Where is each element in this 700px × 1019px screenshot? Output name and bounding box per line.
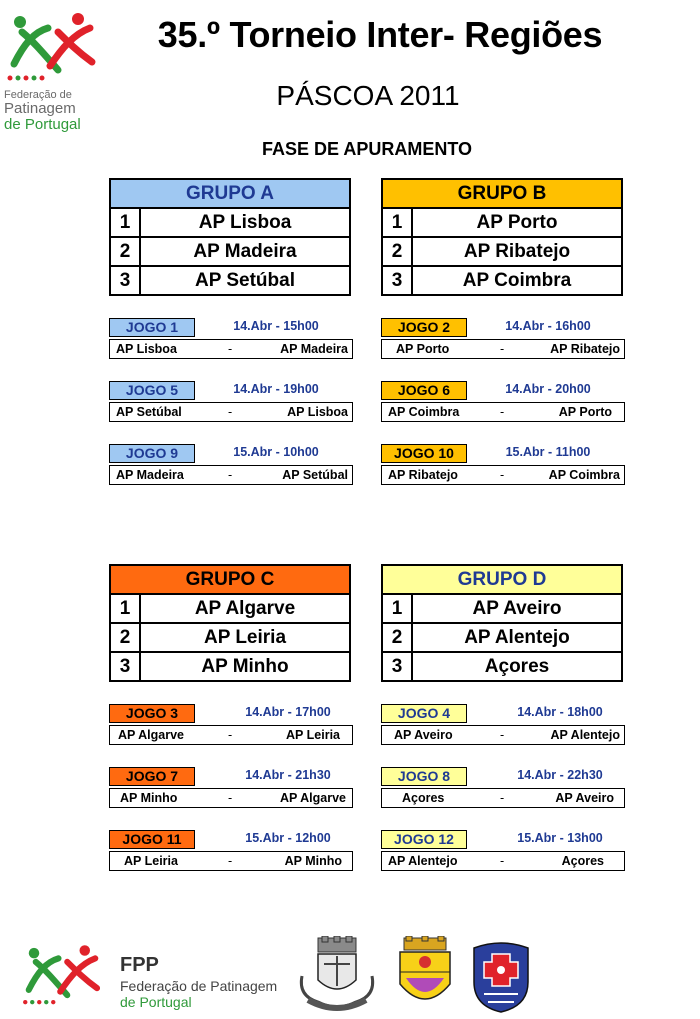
team-number: 2 (383, 238, 413, 265)
team-name: AP Aveiro (472, 598, 562, 619)
group-header: GRUPO B (383, 180, 621, 209)
team-name: Açores (484, 656, 550, 677)
game-matchup (381, 788, 625, 808)
game-date: 15.Abr - 11h00 (505, 445, 591, 459)
versus-dash: - (228, 342, 233, 356)
skaters-icon (20, 942, 104, 1008)
game-date: 15.Abr - 13h00 (517, 831, 603, 845)
team-name: AP Setúbal (195, 270, 295, 291)
group-header: GRUPO D (383, 566, 621, 595)
versus-dash: - (500, 854, 505, 868)
group-row (111, 653, 349, 680)
game-label: JOGO 2 (381, 318, 467, 337)
team-name: AP Coimbra (462, 270, 572, 291)
game-4 (381, 704, 625, 746)
game-date: 14.Abr - 18h00 (517, 705, 603, 719)
game-5 (109, 381, 353, 423)
away-team: AP Minho (284, 854, 342, 868)
away-team: AP Leiria (286, 728, 340, 742)
away-team: Açores (561, 854, 604, 868)
team-number: 3 (383, 653, 413, 680)
game-label: JOGO 1 (109, 318, 195, 337)
team-number: 1 (111, 595, 141, 622)
group-row (383, 624, 621, 653)
home-team: AP Aveiro (394, 728, 453, 742)
away-team: AP Alentejo (550, 728, 620, 742)
home-team: AP Lisboa (116, 342, 177, 356)
versus-dash: - (500, 342, 505, 356)
game-11 (109, 830, 353, 872)
top-logo-line3: de Portugal (4, 116, 81, 133)
game-matchup (109, 725, 353, 745)
team-name: AP Minho (201, 656, 289, 677)
game-matchup (109, 788, 353, 808)
game-label: JOGO 3 (109, 704, 195, 723)
team-number: 3 (383, 267, 413, 294)
home-team: AP Ribatejo (388, 468, 458, 482)
page-title: 35.º Torneio Inter- Regiões (157, 14, 603, 55)
game-date: 14.Abr - 17h00 (245, 705, 331, 719)
game-date: 15.Abr - 10h00 (233, 445, 319, 459)
group-row (383, 238, 621, 267)
municipal-crest-icon (294, 936, 380, 1014)
team-number: 2 (111, 624, 141, 651)
home-team: AP Madeira (116, 468, 184, 482)
versus-dash: - (500, 468, 505, 482)
team-number: 2 (383, 624, 413, 651)
game-date: 15.Abr - 12h00 (245, 831, 331, 845)
game-matchup (109, 339, 353, 359)
versus-dash: - (228, 728, 233, 742)
game-label: JOGO 10 (381, 444, 467, 463)
game-3 (109, 704, 353, 746)
versus-dash: - (228, 854, 233, 868)
game-date: 14.Abr - 19h00 (233, 382, 319, 396)
versus-dash: - (500, 405, 505, 419)
home-team: Açores (402, 791, 445, 805)
game-label: JOGO 4 (381, 704, 467, 723)
game-matchup (381, 465, 625, 485)
page-subtitle: PÁSCOA 2011 (276, 80, 460, 111)
group-row (111, 595, 349, 624)
group-header: GRUPO A (111, 180, 349, 209)
game-label: JOGO 7 (109, 767, 195, 786)
footer-acronym: FPP (120, 954, 159, 976)
team-name: AP Porto (476, 212, 558, 233)
away-team: AP Coimbra (548, 468, 620, 482)
team-name: AP Ribatejo (463, 241, 571, 262)
away-team: AP Madeira (280, 342, 348, 356)
away-team: AP Algarve (279, 791, 346, 805)
game-matchup (381, 725, 625, 745)
home-team: AP Algarve (118, 728, 185, 742)
team-number: 1 (383, 209, 413, 236)
game-10 (381, 444, 625, 486)
game-label: JOGO 8 (381, 767, 467, 786)
group-row (111, 238, 349, 267)
game-date: 14.Abr - 15h00 (233, 319, 319, 333)
club-badge-icon (470, 940, 532, 1014)
game-label: JOGO 12 (381, 830, 467, 849)
versus-dash: - (500, 791, 505, 805)
game-date: 14.Abr - 16h00 (505, 319, 591, 333)
group-a-table (109, 178, 351, 296)
group-row (383, 209, 621, 238)
game-8 (381, 767, 625, 809)
group-row (111, 624, 349, 653)
away-team: AP Setúbal (282, 468, 348, 482)
footer-line2: de Portugal (120, 994, 192, 1010)
group-row (111, 209, 349, 238)
team-name: AP Alentejo (464, 627, 570, 648)
team-name: AP Madeira (193, 241, 297, 262)
game-matchup (109, 851, 353, 871)
group-c-table (109, 564, 351, 682)
group-row (383, 595, 621, 624)
game-label: JOGO 9 (109, 444, 195, 463)
game-label: JOGO 5 (109, 381, 195, 400)
home-team: AP Setúbal (116, 405, 182, 419)
group-row (111, 267, 349, 294)
game-date: 14.Abr - 22h30 (517, 768, 603, 782)
team-number: 3 (111, 267, 141, 294)
home-team: AP Coimbra (388, 405, 460, 419)
game-label: JOGO 6 (381, 381, 467, 400)
team-number: 1 (111, 209, 141, 236)
game-matchup (109, 465, 353, 485)
game-matchup (109, 402, 353, 422)
phase-title: FASE DE APURAMENTO (261, 139, 473, 159)
away-team: AP Porto (558, 405, 612, 419)
group-d-table (381, 564, 623, 682)
team-number: 1 (383, 595, 413, 622)
game-matchup (381, 339, 625, 359)
top-logo-line1: Federação de (4, 89, 72, 101)
home-team: AP Porto (396, 342, 450, 356)
versus-dash: - (228, 791, 233, 805)
game-matchup (381, 402, 625, 422)
footer-line1: Federação de Patinagem (120, 978, 278, 994)
game-7 (109, 767, 353, 809)
group-row (383, 267, 621, 294)
game-6 (381, 381, 625, 423)
game-label: JOGO 11 (109, 830, 195, 849)
team-number: 3 (111, 653, 141, 680)
team-name: AP Algarve (194, 598, 296, 619)
away-team: AP Ribatejo (550, 342, 620, 356)
team-name: AP Leiria (203, 627, 287, 648)
away-team: AP Lisboa (287, 405, 348, 419)
home-team: AP Alentejo (388, 854, 458, 868)
away-team: AP Aveiro (555, 791, 614, 805)
versus-dash: - (228, 468, 233, 482)
game-2 (381, 318, 625, 360)
game-1 (109, 318, 353, 360)
game-12 (381, 830, 625, 872)
versus-dash: - (228, 405, 233, 419)
game-date: 14.Abr - 20h00 (505, 382, 591, 396)
team-name: AP Lisboa (198, 212, 292, 233)
game-9 (109, 444, 353, 486)
group-row (383, 653, 621, 680)
game-matchup (381, 851, 625, 871)
home-team: AP Leiria (124, 854, 178, 868)
group-header: GRUPO C (111, 566, 349, 595)
game-date: 14.Abr - 21h30 (245, 768, 331, 782)
top-logo-line2: Patinagem (4, 100, 76, 117)
fpp-logo-footer (20, 940, 300, 1010)
group-b-table (381, 178, 623, 296)
versus-dash: - (500, 728, 505, 742)
home-team: AP Minho (120, 791, 178, 805)
town-crest-icon (394, 936, 456, 1014)
team-number: 2 (111, 238, 141, 265)
